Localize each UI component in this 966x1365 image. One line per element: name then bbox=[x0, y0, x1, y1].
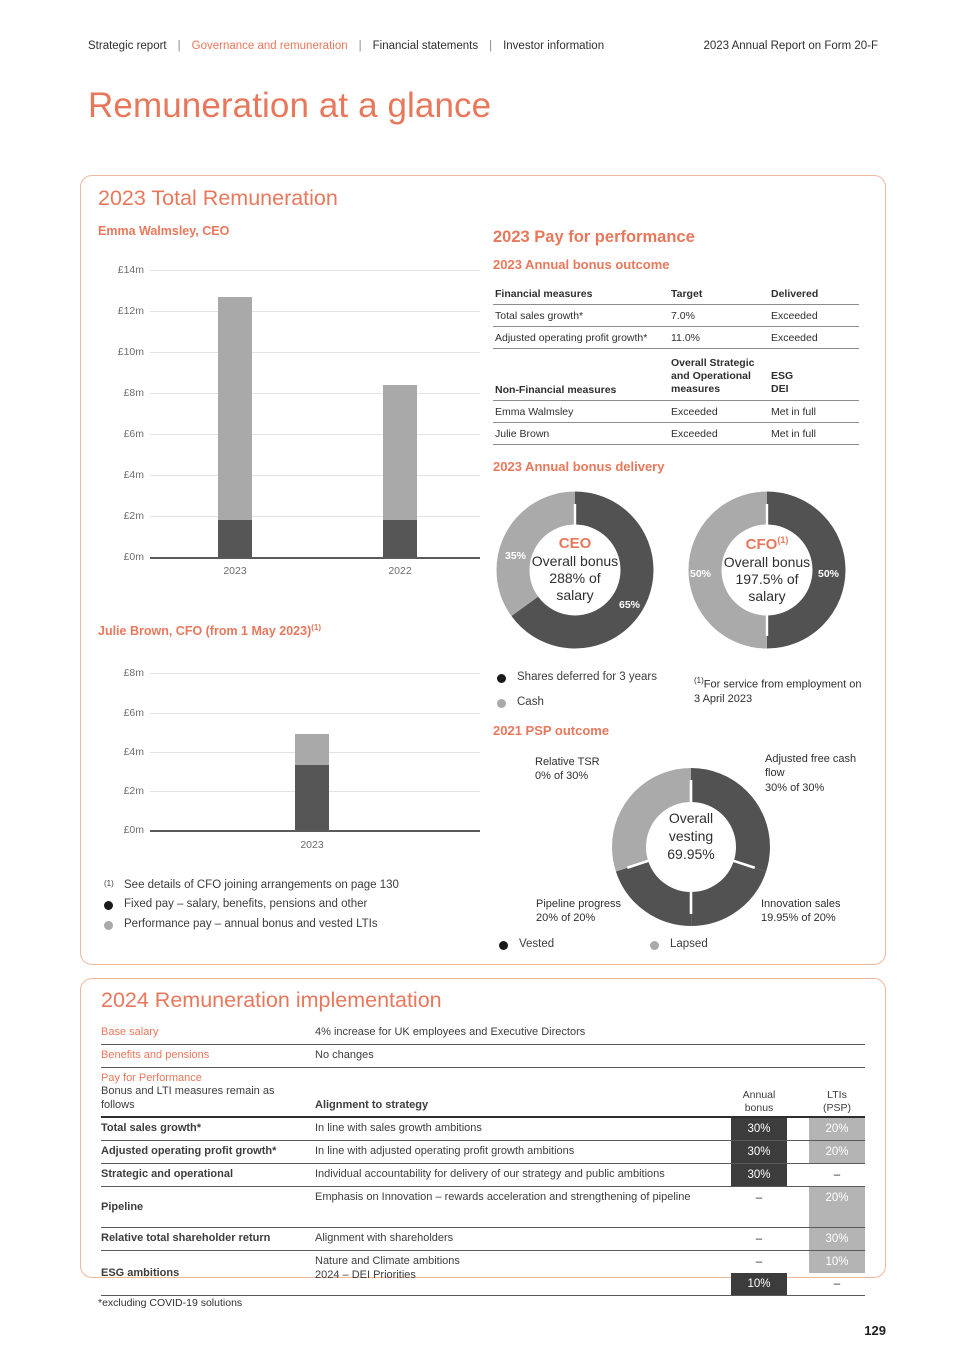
cfo-service-footnote-marker: (1) bbox=[694, 676, 704, 685]
ltis-value: 20% bbox=[809, 1141, 865, 1163]
page-number: 129 bbox=[864, 1323, 886, 1338]
table-row bbox=[493, 401, 859, 423]
ceo-bar-2023-performance bbox=[218, 297, 252, 520]
col-esg-dei bbox=[769, 349, 859, 401]
psp-label-relative-tsr bbox=[535, 755, 645, 784]
ceo-ytick-8: £8m bbox=[123, 387, 144, 399]
col-financial-measures: Financial measures bbox=[493, 283, 669, 305]
ceo-gridline bbox=[150, 516, 480, 517]
cfo-ytick-2: £2m bbox=[123, 785, 144, 797]
ceo-donut-center-text bbox=[510, 535, 640, 605]
legend-dot-light-icon bbox=[650, 941, 659, 950]
annual-bonus-value: 30% bbox=[731, 1141, 787, 1163]
psp-center-line-1: Overall bbox=[668, 810, 714, 826]
col-overall-line-2: and Operational bbox=[671, 370, 751, 383]
breadcrumb-item-investor-information[interactable]: Investor information bbox=[503, 40, 605, 52]
implementation-table bbox=[101, 1022, 865, 1296]
cfo-footnote-text: See details of CFO joining arrangements on page 130 bbox=[124, 879, 399, 891]
ceo-donut-label-cash: 35% bbox=[505, 550, 527, 562]
table-row-strategic-and-operational bbox=[101, 1164, 865, 1187]
measure-total-sales-growth: Total sales growth* bbox=[493, 305, 669, 327]
psp-label-afcf-name: Adjusted free cash flow bbox=[765, 753, 857, 780]
annual-bonus-total-sales-growth bbox=[731, 1118, 787, 1140]
table-row bbox=[493, 423, 859, 445]
cfo-donut-role bbox=[702, 535, 832, 554]
ceo-chart-title: Emma Walmsley, CEO bbox=[98, 224, 230, 238]
ceo-ytick-12: £12m bbox=[117, 305, 144, 317]
pay-for-performance-label: Pay for Performance bbox=[101, 1072, 202, 1084]
col-dei-line: DEI bbox=[771, 383, 789, 396]
psp-legend-vested-label: Vested bbox=[519, 938, 555, 950]
ceo-bar-2022-fixed bbox=[383, 520, 417, 557]
ltis-value: 20% bbox=[809, 1187, 865, 1209]
cfo-donut-label-cash: 50% bbox=[690, 568, 712, 580]
cfo-ytick-6: £6m bbox=[123, 707, 144, 719]
annual-bonus-value: 30% bbox=[731, 1164, 787, 1186]
ceo-gridline bbox=[150, 434, 480, 435]
alignment-esg-line-2: 2024 – DEI Priorities bbox=[315, 1268, 416, 1281]
table-row-adjusted-operating-profit-growth bbox=[101, 1141, 865, 1164]
cfo-ytick-4: £4m bbox=[123, 746, 144, 758]
cfo-donut-line-1: Overall bonus bbox=[723, 554, 811, 571]
psp-label-relative-tsr-value: 0% of 30% bbox=[535, 770, 589, 783]
cfo-footnote-row bbox=[104, 879, 484, 891]
cfo-chart-title-text: Julie Brown, CFO (from 1 May 2023) bbox=[98, 624, 312, 639]
target-total-sales-growth: 7.0% bbox=[669, 305, 769, 327]
legend-dot-light-icon bbox=[104, 921, 113, 930]
legend-dot-light-icon bbox=[497, 699, 506, 708]
breadcrumb-separator: | bbox=[489, 40, 493, 52]
column-header-ltis-psp bbox=[809, 1089, 865, 1116]
ceo-ytick-4: £4m bbox=[123, 469, 144, 481]
table-header-row bbox=[493, 283, 859, 305]
cfo-chart-title-footnote-marker: (1) bbox=[311, 623, 322, 632]
psp-outcome-title: 2021 PSP outcome bbox=[493, 723, 610, 738]
ceo-xtick-2022: 2022 bbox=[388, 565, 412, 577]
legend-dot-dark-icon bbox=[104, 901, 113, 910]
breadcrumb bbox=[88, 40, 878, 52]
ceo-gridline bbox=[150, 393, 480, 394]
alignment-esg-ambitions bbox=[315, 1251, 723, 1295]
psp-label-pipeline-progress bbox=[536, 897, 661, 926]
annual-bonus-outcome-table bbox=[493, 283, 859, 445]
annual-bonus-header-line1: Annual bbox=[742, 1089, 776, 1102]
measure-adjusted-operating-profit-growth: Adjusted operating profit growth* bbox=[493, 327, 669, 349]
julie-esg-outcome: Met in full bbox=[769, 423, 859, 445]
col-delivered: Delivered bbox=[769, 283, 859, 305]
cfo-bar-2023-fixed bbox=[295, 765, 329, 830]
cfo-donut-line-2: 197.5% of bbox=[735, 571, 799, 588]
ltis-value-line-2: – bbox=[833, 1278, 841, 1291]
breadcrumb-item-governance[interactable]: Governance and remuneration bbox=[191, 40, 348, 52]
cfo-axis-baseline bbox=[150, 830, 480, 832]
ceo-ytick-14: £14m bbox=[117, 264, 144, 276]
ceo-ytick-6: £6m bbox=[123, 428, 144, 440]
measure-pipeline: Pipeline bbox=[101, 1200, 144, 1213]
col-overall-line-1: Overall Strategic bbox=[671, 357, 755, 369]
alignment-strategic-and-operational: Individual accountability for delivery of our strategy and public ambitions bbox=[315, 1168, 665, 1181]
row-label-pay-for-performance bbox=[101, 1068, 315, 1116]
ltis-value-line-1: 10% bbox=[809, 1251, 865, 1273]
alignment-adjusted-operating-profit-growth: In line with adjusted operating profit growth ambitions bbox=[315, 1145, 575, 1158]
table-row-relative-total-shareholder-return bbox=[101, 1228, 865, 1251]
psp-legend-lapsed-label: Lapsed bbox=[670, 938, 708, 950]
ceo-donut-line-1: Overall bonus bbox=[531, 553, 619, 570]
cfo-gridline bbox=[150, 673, 480, 674]
bonus-legend-shares-label: Shares deferred for 3 years bbox=[517, 671, 657, 683]
cfo-ytick-8: £8m bbox=[123, 667, 144, 679]
table-row-total-sales-growth bbox=[101, 1118, 865, 1141]
implementation-title: 2024 Remuneration implementation bbox=[101, 988, 442, 1012]
alignment-total-sales-growth: In line with sales growth ambitions bbox=[315, 1122, 482, 1135]
ceo-ytick-0: £0m bbox=[123, 551, 144, 563]
ceo-ytick-10: £10m bbox=[117, 346, 144, 358]
cfo-bar-2023-performance bbox=[295, 734, 329, 765]
measure-esg-ambitions: ESG ambitions bbox=[101, 1266, 180, 1279]
julie-strategic-outcome: Exceeded bbox=[669, 423, 769, 445]
cfo-gridline bbox=[150, 713, 480, 714]
col-target: Target bbox=[669, 283, 769, 305]
ceo-gridline bbox=[150, 352, 480, 353]
annual-bonus-value: – bbox=[755, 1233, 763, 1246]
column-header-alignment-to-strategy: Alignment to strategy bbox=[315, 1098, 429, 1111]
annual-bonus-value: 30% bbox=[731, 1118, 787, 1140]
row-value-base-salary: 4% increase for UK employees and Executive Directors bbox=[315, 1026, 586, 1038]
table-row bbox=[493, 327, 859, 349]
table-row bbox=[493, 305, 859, 327]
ltis-value: 20% bbox=[809, 1118, 865, 1140]
cfo-service-footnote bbox=[694, 676, 869, 706]
cfo-service-footnote-text: For service from employment on 3 April 2023 bbox=[694, 678, 862, 705]
breadcrumb-separator: | bbox=[358, 40, 362, 52]
ceo-donut-line-3: salary bbox=[556, 587, 594, 604]
psp-label-afcf-value: 30% of 30% bbox=[765, 781, 825, 794]
ltis-relative-tsr bbox=[809, 1228, 865, 1250]
person-emma-walmsley: Emma Walmsley bbox=[493, 401, 669, 423]
table-row-benefits-pensions bbox=[101, 1045, 865, 1068]
psp-center-line-3: 69.95% bbox=[667, 846, 715, 863]
legend-fixed-pay bbox=[104, 898, 484, 910]
ceo-donut-label-shares: 65% bbox=[619, 599, 641, 611]
psp-label-relative-tsr-name: Relative TSR bbox=[535, 756, 600, 768]
psp-label-pipeline-value: 20% of 20% bbox=[536, 912, 596, 925]
annual-bonus-relative-tsr bbox=[731, 1228, 787, 1250]
legend-performance-pay bbox=[104, 918, 484, 930]
psp-donut-center-text bbox=[640, 809, 742, 864]
psp-label-innovation-value: 19.95% of 20% bbox=[761, 912, 836, 925]
ltis-total-sales-growth bbox=[809, 1118, 865, 1140]
table-row-esg-ambitions bbox=[101, 1251, 865, 1296]
ltis-strategic-and-operational bbox=[809, 1164, 865, 1186]
bonus-lti-measures-label: Bonus and LTI measures remain as follows bbox=[101, 1085, 275, 1111]
psp-legend-vested bbox=[499, 938, 619, 950]
row-value-benefits-pensions: No changes bbox=[315, 1049, 374, 1061]
emma-strategic-outcome: Exceeded bbox=[669, 401, 769, 423]
ceo-donut-line-2: 288% of bbox=[549, 570, 601, 587]
breadcrumb-item-strategic-report[interactable]: Strategic report bbox=[88, 40, 167, 52]
ceo-bar-2022-performance bbox=[383, 385, 417, 520]
breadcrumb-separator: | bbox=[177, 40, 181, 52]
psp-label-innovation-name: Innovation sales bbox=[761, 898, 841, 910]
ltis-header-line1: LTIs bbox=[827, 1089, 847, 1102]
measure-total-sales-growth: Total sales growth* bbox=[101, 1122, 202, 1135]
annual-bonus-pipeline bbox=[731, 1187, 787, 1227]
ltis-value: – bbox=[833, 1169, 841, 1182]
person-julie-brown: Julie Brown bbox=[493, 423, 669, 445]
alignment-pipeline: Emphasis on Innovation – rewards acceleration and strengthening of pipeline bbox=[315, 1191, 691, 1204]
ceo-bar-2023-fixed bbox=[218, 520, 252, 557]
column-header-annual-bonus bbox=[731, 1089, 787, 1116]
cfo-donut-role-text: CFO bbox=[745, 536, 778, 553]
annual-bonus-value-line-2: 10% bbox=[731, 1273, 787, 1295]
ltis-header-line2: (PSP) bbox=[822, 1101, 851, 1114]
col-esg-line: ESG bbox=[771, 370, 794, 383]
annual-bonus-value-line-1: – bbox=[755, 1256, 763, 1269]
page-title: Remuneration at a glance bbox=[88, 86, 492, 125]
cfo-donut-line-3: salary bbox=[748, 588, 786, 605]
psp-legend-lapsed bbox=[650, 938, 770, 950]
emma-esg-outcome: Met in full bbox=[769, 401, 859, 423]
ltis-adjusted-operating-profit-growth bbox=[809, 1141, 865, 1163]
measure-strategic-and-operational: Strategic and operational bbox=[101, 1168, 234, 1181]
col-overall-strategic-operational bbox=[669, 349, 769, 401]
annual-bonus-header-line2: bonus bbox=[744, 1101, 774, 1114]
ltis-pipeline bbox=[809, 1187, 865, 1227]
page-footnote: *excluding COVID-19 solutions bbox=[98, 1297, 243, 1309]
psp-label-innovation-sales bbox=[761, 897, 886, 926]
footnote-marker-icon: (1) bbox=[104, 879, 114, 888]
row-label-benefits-pensions: Benefits and pensions bbox=[101, 1049, 210, 1061]
psp-label-pipeline-name: Pipeline progress bbox=[536, 898, 621, 910]
target-adjusted-operating-profit-growth: 11.0% bbox=[669, 327, 769, 349]
alignment-relative-total-shareholder-return: Alignment with shareholders bbox=[315, 1232, 454, 1245]
bonus-legend-cash bbox=[497, 696, 697, 708]
delivered-adjusted-operating-profit-growth: Exceeded bbox=[769, 327, 859, 349]
ceo-ytick-2: £2m bbox=[123, 510, 144, 522]
alignment-esg-line-1: Nature and Climate ambitions bbox=[315, 1255, 460, 1268]
annual-bonus-adjusted-operating-profit-growth bbox=[731, 1141, 787, 1163]
pay-for-performance-title: 2023 Pay for performance bbox=[493, 228, 695, 246]
col-nonfinancial-measures: Non-Financial measures bbox=[493, 349, 669, 401]
cfo-xtick-2023: 2023 bbox=[300, 839, 324, 851]
ceo-gridline bbox=[150, 270, 480, 271]
delivered-total-sales-growth: Exceeded bbox=[769, 305, 859, 327]
measure-adjusted-operating-profit-growth: Adjusted operating profit growth* bbox=[101, 1145, 277, 1158]
ceo-axis-baseline bbox=[150, 557, 480, 559]
psp-center-line-2: vesting bbox=[668, 828, 714, 845]
legend-dot-dark-icon bbox=[497, 674, 506, 683]
annual-bonus-delivery-title: 2023 Annual bonus delivery bbox=[493, 459, 665, 474]
table-row-pipeline bbox=[101, 1187, 865, 1228]
col-overall-line-3: measures bbox=[671, 383, 721, 396]
breadcrumb-item-financial-statements[interactable]: Financial statements bbox=[372, 40, 479, 52]
annual-bonus-outcome-title: 2023 Annual bonus outcome bbox=[493, 257, 670, 272]
ceo-gridline bbox=[150, 311, 480, 312]
row-label-base-salary: Base salary bbox=[101, 1026, 159, 1038]
bonus-legend-cash-label: Cash bbox=[517, 696, 544, 708]
psp-label-adjusted-free-cash-flow bbox=[765, 752, 875, 795]
table-header-row-nonfinancial bbox=[493, 349, 859, 401]
ceo-gridline bbox=[150, 475, 480, 476]
cfo-chart-title bbox=[98, 623, 321, 638]
cfo-ytick-0: £0m bbox=[123, 824, 144, 836]
annual-bonus-strategic-and-operational bbox=[731, 1164, 787, 1186]
table-row-base-salary bbox=[101, 1022, 865, 1045]
annual-bonus-value: – bbox=[755, 1192, 763, 1205]
legend-dot-dark-icon bbox=[499, 941, 508, 950]
legend-performance-pay-label: Performance pay – annual bonus and vested LTIs bbox=[124, 918, 378, 930]
ltis-value: 30% bbox=[809, 1228, 865, 1250]
table-header-row-pay-for-performance bbox=[101, 1068, 865, 1118]
legend-fixed-pay-label: Fixed pay – salary, benefits, pensions and other bbox=[124, 898, 368, 910]
annual-bonus-esg-ambitions bbox=[731, 1251, 787, 1295]
cfo-donut-center-text bbox=[702, 535, 832, 606]
bonus-legend-shares bbox=[497, 671, 697, 683]
report-label: 2023 Annual Report on Form 20-F bbox=[703, 40, 878, 52]
ceo-xtick-2023: 2023 bbox=[223, 565, 247, 577]
measure-relative-total-shareholder-return: Relative total shareholder return bbox=[101, 1232, 271, 1245]
total-remuneration-title: 2023 Total Remuneration bbox=[98, 186, 338, 210]
cfo-donut-role-footnote-marker: (1) bbox=[777, 535, 789, 545]
ceo-donut-role: CEO bbox=[558, 535, 592, 552]
cfo-donut-label-shares: 50% bbox=[818, 568, 840, 580]
ltis-esg-ambitions bbox=[809, 1251, 865, 1295]
